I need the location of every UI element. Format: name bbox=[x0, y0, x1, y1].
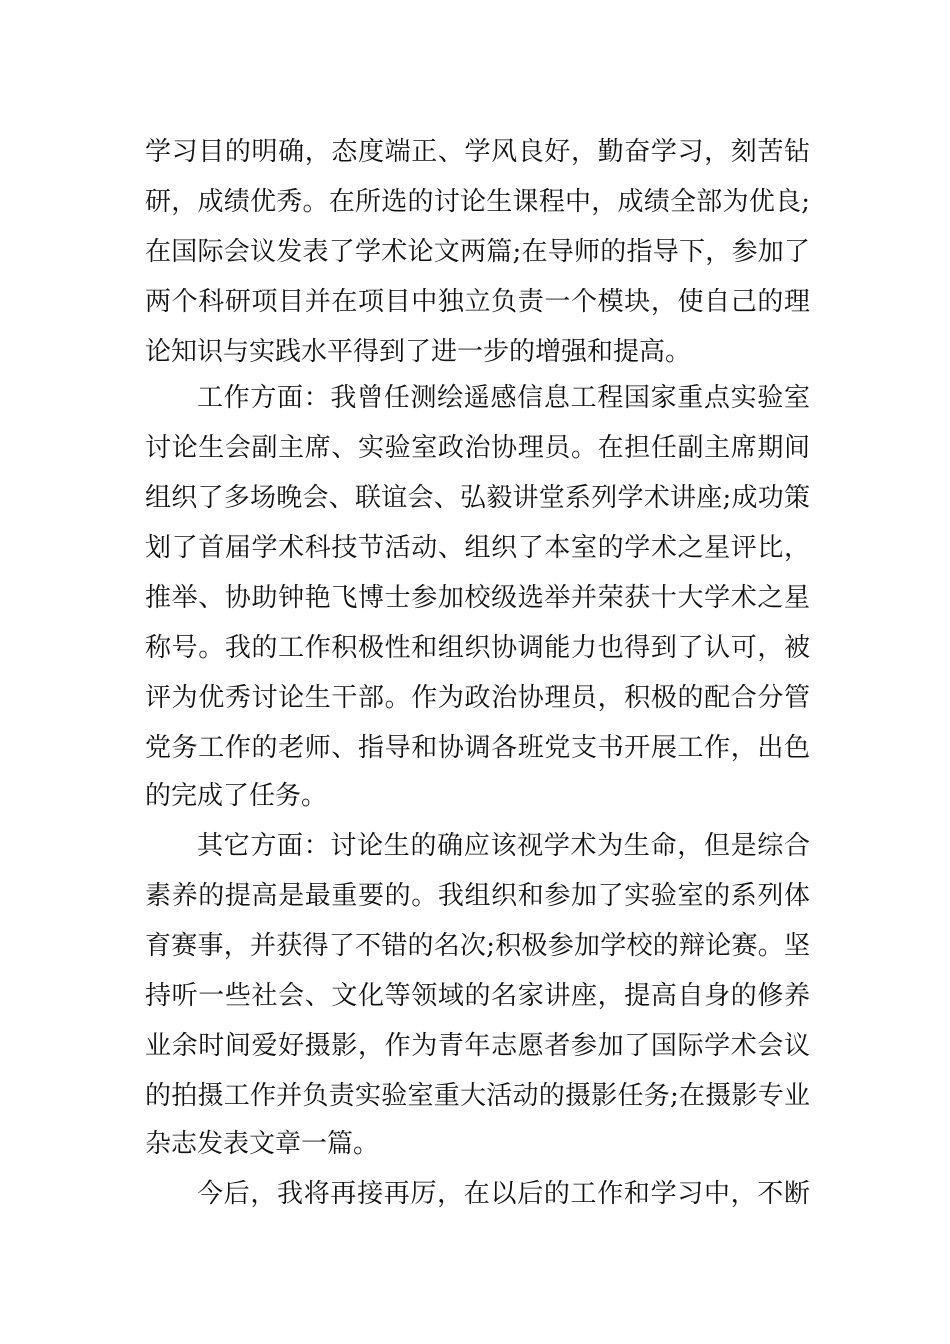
text-line: 在国际会议发表了学术论文两篇;在导师的指导下，参加了 bbox=[145, 237, 810, 267]
text-line: 划了首届学术科技节活动、组织了本室的学术之星评比， bbox=[145, 533, 810, 563]
text-line: 评为优秀讨论生干部。作为政治协理员，积极的配合分管 bbox=[145, 683, 810, 713]
text-line: 持听一些社会、文化等领域的名家讲座，提高自身的修养 bbox=[145, 981, 810, 1011]
text-line: 素养的提高是最重要的。我组织和参加了实验室的系列体 bbox=[145, 881, 810, 911]
text-line: 工作方面：我曾任测绘遥感信息工程国家重点实验室 bbox=[197, 383, 810, 413]
text-line: 其它方面：讨论生的确应该视学术为生命，但是综合 bbox=[197, 831, 810, 861]
text-line: 的完成了任务。 bbox=[145, 781, 328, 811]
text-line: 论知识与实践水平得到了进一步的增强和提高。 bbox=[145, 337, 692, 367]
text-line: 讨论生会副主席、实验室政治协理员。在担任副主席期间 bbox=[145, 433, 810, 463]
text-line: 称号。我的工作积极性和组织协调能力也得到了认可，被 bbox=[145, 633, 810, 663]
text-line: 的拍摄工作并负责实验室重大活动的摄影任务;在摄影专业 bbox=[145, 1081, 810, 1111]
text-line: 育赛事，并获得了不错的名次;积极参加学校的辩论赛。坚 bbox=[145, 931, 810, 961]
text-line: 学习目的明确，态度端正、学风良好，勤奋学习，刻苦钻 bbox=[145, 137, 810, 167]
text-line: 今后，我将再接再厉，在以后的工作和学习中，不断 bbox=[197, 1179, 810, 1209]
text-line: 两个科研项目并在项目中独立负责一个模块，使自己的理 bbox=[145, 287, 810, 317]
text-line: 党务工作的老师、指导和协调各班党支书开展工作，出色 bbox=[145, 733, 810, 763]
text-line: 组织了多场晚会、联谊会、弘毅讲堂系列学术讲座;成功策 bbox=[145, 483, 810, 513]
text-line: 推举、协助钟艳飞博士参加校级选举并荣获十大学术之星 bbox=[145, 583, 810, 613]
text-line: 业余时间爱好摄影，作为青年志愿者参加了国际学术会议 bbox=[145, 1031, 810, 1061]
text-line: 杂志发表文章一篇。 bbox=[145, 1129, 380, 1159]
text-line: 研，成绩优秀。在所选的讨论生课程中，成绩全部为优良; bbox=[145, 187, 810, 217]
